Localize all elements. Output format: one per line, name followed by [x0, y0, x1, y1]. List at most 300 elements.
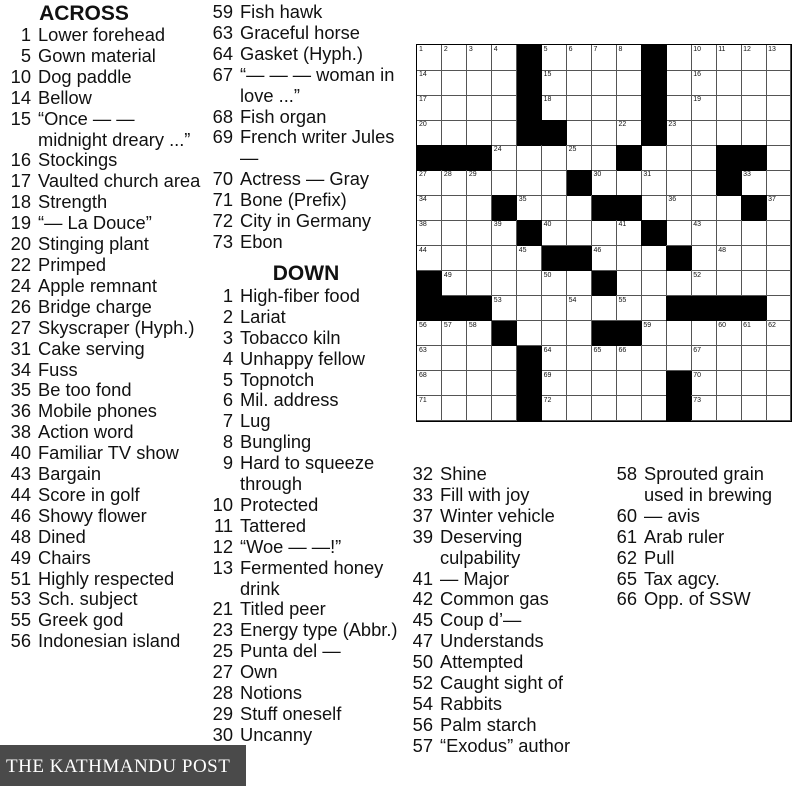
grid-cell[interactable]: [492, 170, 517, 196]
grid-black-square: [641, 45, 666, 71]
grid-black-square: [716, 145, 741, 171]
grid-cell[interactable]: [492, 371, 517, 397]
clue-item: [4, 548, 208, 569]
grid-cell[interactable]: [741, 271, 766, 297]
grid-cell[interactable]: [592, 296, 617, 322]
grid-cell[interactable]: [691, 396, 716, 422]
clue-number: 45: [412, 609, 433, 631]
grid-cell[interactable]: [517, 296, 542, 322]
grid-cell[interactable]: [492, 246, 517, 272]
clue-item: [206, 23, 404, 44]
grid-cell[interactable]: [417, 120, 442, 146]
clue-item: [4, 527, 208, 548]
grid-cell[interactable]: [567, 120, 592, 146]
grid-cell[interactable]: [616, 271, 641, 297]
grid-cell[interactable]: [492, 220, 517, 246]
grid-cell[interactable]: [467, 70, 492, 96]
grid-cell[interactable]: [641, 396, 666, 422]
grid-cell[interactable]: [666, 271, 691, 297]
clue-text: “Woe — —!”: [240, 535, 342, 557]
grid-cell[interactable]: [592, 145, 617, 171]
clue-text: Tobacco kiln: [240, 326, 341, 348]
clue-number: 14: [10, 86, 31, 108]
grid-black-square: [616, 145, 641, 171]
grid-cell[interactable]: [442, 271, 467, 297]
grid-cell-number: 16: [693, 71, 702, 79]
clue-text: Actress — Gray: [240, 168, 370, 190]
grid-cell[interactable]: [492, 120, 517, 146]
grid-cell[interactable]: [666, 95, 691, 121]
grid-cell[interactable]: [592, 246, 617, 272]
clue-number: 56: [10, 630, 31, 652]
clue-text: Lug: [240, 410, 271, 432]
across-heading: ACROSS: [39, 2, 129, 25]
grid-cell[interactable]: [517, 321, 542, 347]
grid-cell[interactable]: [567, 220, 592, 246]
grid-cell[interactable]: [766, 45, 791, 71]
grid-cell[interactable]: [741, 70, 766, 96]
clue-number: 31: [10, 337, 31, 359]
grid-cell[interactable]: [542, 95, 567, 121]
clue-number: 5: [222, 368, 233, 390]
clue-number: 52: [412, 672, 433, 694]
grid-cell[interactable]: [716, 220, 741, 246]
grid-cell-number: 10: [693, 46, 702, 53]
grid-cell[interactable]: [716, 271, 741, 297]
grid-cell[interactable]: [542, 145, 567, 171]
grid-cell[interactable]: [592, 346, 617, 372]
grid-cell[interactable]: [567, 145, 592, 171]
grid-cell-number: 28: [443, 171, 452, 179]
grid-cell[interactable]: [442, 246, 467, 272]
grid-cell[interactable]: [467, 371, 492, 397]
clue-item: [406, 485, 606, 506]
grid-cell[interactable]: [616, 396, 641, 422]
grid-cell[interactable]: [492, 45, 517, 71]
grid-cell[interactable]: [766, 321, 791, 347]
grid-cell-number: 55: [618, 296, 627, 304]
grid-black-square: [417, 271, 442, 297]
down-heading: DOWN: [272, 261, 340, 285]
grid-cell[interactable]: [517, 170, 542, 196]
clue-number: 70: [212, 168, 233, 190]
grid-cell[interactable]: [567, 45, 592, 71]
clue-text: Protected: [240, 493, 319, 515]
grid-cell[interactable]: [691, 170, 716, 196]
grid-cell[interactable]: [766, 95, 791, 121]
clue-text: Fish organ: [240, 105, 327, 127]
clue-number: 22: [10, 253, 31, 275]
grid-cell[interactable]: [542, 396, 567, 422]
clue-item: [406, 464, 606, 485]
clue-text: Titled peer: [240, 598, 326, 620]
grid-cell[interactable]: [542, 195, 567, 221]
grid-cell[interactable]: [542, 296, 567, 322]
grid-cell[interactable]: [691, 321, 716, 347]
clue-text: Primped: [38, 253, 107, 275]
grid-cell[interactable]: [442, 321, 467, 347]
grid-cell-number: 67: [693, 346, 702, 354]
grid-cell[interactable]: [417, 220, 442, 246]
grid-cell[interactable]: [666, 120, 691, 146]
grid-cell[interactable]: [641, 170, 666, 196]
grid-cell[interactable]: [691, 271, 716, 297]
clue-text: Mobile phones: [38, 400, 157, 422]
clue-number: 34: [10, 358, 31, 380]
grid-cell[interactable]: [666, 145, 691, 171]
grid-cell[interactable]: [616, 220, 641, 246]
grid-cell-number: 14: [419, 71, 427, 79]
grid-cell[interactable]: [542, 371, 567, 397]
grid-cell[interactable]: [691, 246, 716, 272]
grid-black-square: [741, 296, 766, 322]
grid-cell[interactable]: [741, 346, 766, 372]
clue-item: [206, 432, 404, 453]
grid-cell[interactable]: [567, 70, 592, 96]
grid-cell[interactable]: [542, 271, 567, 297]
grid-cell[interactable]: [467, 120, 492, 146]
grid-cell[interactable]: [492, 95, 517, 121]
grid-cell[interactable]: [542, 70, 567, 96]
clue-number: 40: [10, 442, 31, 464]
grid-cell[interactable]: [592, 396, 617, 422]
grid-black-square: [592, 271, 617, 297]
clue-number: 1: [222, 284, 233, 306]
grid-cell-number: 50: [543, 271, 552, 279]
grid-cell-number: 27: [419, 171, 427, 179]
clue-item: [610, 506, 800, 527]
clue-item: [4, 276, 208, 297]
grid-cell[interactable]: [616, 296, 641, 322]
grid-cell[interactable]: [766, 346, 791, 372]
grid-cell[interactable]: [592, 120, 617, 146]
grid-cell[interactable]: [567, 296, 592, 322]
grid-cell[interactable]: [492, 396, 517, 422]
grid-cell[interactable]: [616, 246, 641, 272]
clue-number: 9: [222, 452, 233, 474]
grid-cell[interactable]: [517, 145, 542, 171]
grid-cell[interactable]: [492, 296, 517, 322]
clue-number: 3: [222, 326, 233, 348]
clue-column-4: [610, 464, 800, 610]
grid-black-square: [716, 170, 741, 196]
grid-cell[interactable]: [517, 271, 542, 297]
grid-cell[interactable]: [442, 70, 467, 96]
clue-number: 30: [212, 723, 233, 745]
grid-cell[interactable]: [467, 396, 492, 422]
grid-cell[interactable]: [691, 145, 716, 171]
grid-cell[interactable]: [567, 195, 592, 221]
grid-cell[interactable]: [766, 145, 791, 171]
clue-item: [206, 495, 404, 516]
grid-cell-number: 43: [693, 221, 702, 229]
grid-cell[interactable]: [741, 246, 766, 272]
clue-item: [206, 307, 404, 328]
grid-cell[interactable]: [442, 170, 467, 196]
clue-item: [206, 558, 404, 600]
grid-cell[interactable]: [691, 95, 716, 121]
clue-number: 69: [212, 126, 233, 148]
grid-cell-number: 19: [693, 96, 702, 104]
grid-cell[interactable]: [517, 246, 542, 272]
grid-cell-number: 8: [618, 46, 623, 53]
grid-cell[interactable]: [766, 271, 791, 297]
grid-cell[interactable]: [766, 70, 791, 96]
grid-cell[interactable]: [492, 346, 517, 372]
clue-number: 23: [212, 619, 233, 641]
clue-number: 56: [412, 713, 433, 735]
grid-cell[interactable]: [666, 45, 691, 71]
grid-cell[interactable]: [467, 220, 492, 246]
grid-cell[interactable]: [467, 246, 492, 272]
grid-cell[interactable]: [766, 371, 791, 397]
grid-cell[interactable]: [442, 396, 467, 422]
grid-cell[interactable]: [741, 95, 766, 121]
grid-cell[interactable]: [716, 321, 741, 347]
clue-text: — Major: [440, 567, 510, 589]
clue-item: [206, 370, 404, 391]
grid-cell-number: 6: [568, 46, 573, 53]
clue-text: French writer Jules —: [240, 126, 395, 169]
grid-cell[interactable]: [417, 396, 442, 422]
grid-cell[interactable]: [592, 170, 617, 196]
grid-cell[interactable]: [417, 321, 442, 347]
grid-black-square: [716, 296, 741, 322]
grid-cell[interactable]: [716, 371, 741, 397]
clue-text: Stockings: [38, 149, 118, 171]
grid-cell[interactable]: [716, 95, 741, 121]
clue-item: [206, 453, 404, 495]
grid-cell[interactable]: [467, 346, 492, 372]
clue-item: [206, 211, 404, 232]
grid-cell[interactable]: [567, 321, 592, 347]
grid-cell[interactable]: [417, 246, 442, 272]
grid-cell[interactable]: [716, 195, 741, 221]
grid-cell[interactable]: [442, 45, 467, 71]
clue-item: [206, 127, 404, 169]
clue-item: [4, 569, 208, 590]
clue-text: “Exodus” author: [440, 734, 571, 756]
grid-cell[interactable]: [766, 246, 791, 272]
grid-cell[interactable]: [766, 170, 791, 196]
clue-number: 5: [20, 44, 31, 66]
clue-item: [4, 485, 208, 506]
grid-cell[interactable]: [567, 371, 592, 397]
grid-cell[interactable]: [741, 45, 766, 71]
clue-item: [206, 2, 404, 23]
grid-cell[interactable]: [666, 321, 691, 347]
grid-cell[interactable]: [691, 120, 716, 146]
grid-cell[interactable]: [542, 170, 567, 196]
grid-cell[interactable]: [542, 45, 567, 71]
grid-cell-number: 53: [493, 296, 502, 304]
grid-cell-number: 4: [493, 46, 498, 53]
grid-cell[interactable]: [666, 70, 691, 96]
grid-cell[interactable]: [741, 396, 766, 422]
grid-black-square: [641, 95, 666, 121]
grid-cell[interactable]: [467, 271, 492, 297]
grid-cell[interactable]: [616, 70, 641, 96]
grid-cell[interactable]: [417, 195, 442, 221]
grid-cell[interactable]: [492, 145, 517, 171]
grid-cell[interactable]: [542, 346, 567, 372]
grid-cell[interactable]: [616, 45, 641, 71]
grid-cell[interactable]: [567, 95, 592, 121]
clue-item: [4, 422, 208, 443]
grid-cell[interactable]: [641, 271, 666, 297]
grid-cell[interactable]: [666, 195, 691, 221]
grid-cell[interactable]: [567, 271, 592, 297]
grid-cell[interactable]: [641, 195, 666, 221]
grid-cell[interactable]: [691, 371, 716, 397]
grid-cell[interactable]: [492, 271, 517, 297]
grid-cell[interactable]: [691, 70, 716, 96]
grid-cell[interactable]: [417, 45, 442, 71]
grid-cell[interactable]: [542, 321, 567, 347]
grid-cell[interactable]: [766, 220, 791, 246]
clue-text: Mil. address: [240, 389, 339, 411]
grid-cell[interactable]: [467, 321, 492, 347]
grid-cell-number: 44: [419, 246, 427, 254]
grid-cell[interactable]: [442, 195, 467, 221]
clue-text: Stinging plant: [38, 233, 149, 255]
clue-number: 20: [10, 233, 31, 255]
grid-cell[interactable]: [716, 246, 741, 272]
grid-cell[interactable]: [592, 70, 617, 96]
grid-cell[interactable]: [741, 120, 766, 146]
clue-item: [406, 715, 606, 736]
grid-cell[interactable]: [616, 95, 641, 121]
grid-black-square: [542, 246, 567, 272]
grid-cell-number: 11: [718, 46, 726, 53]
grid-cell[interactable]: [567, 396, 592, 422]
grid-cell[interactable]: [442, 120, 467, 146]
grid-cell[interactable]: [467, 95, 492, 121]
grid-cell[interactable]: [691, 45, 716, 71]
grid-cell[interactable]: [592, 371, 617, 397]
grid-cell[interactable]: [517, 195, 542, 221]
grid-cell[interactable]: [417, 371, 442, 397]
clue-number: 42: [412, 588, 433, 610]
grid-cell[interactable]: [691, 195, 716, 221]
clue-item: [406, 673, 606, 694]
clue-text: Notions: [240, 682, 302, 704]
grid-cell[interactable]: [641, 321, 666, 347]
grid-cell[interactable]: [641, 346, 666, 372]
clue-item: [406, 527, 606, 569]
grid-cell-number: 12: [743, 46, 751, 53]
grid-cell[interactable]: [616, 170, 641, 196]
grid-cell[interactable]: [716, 396, 741, 422]
grid-cell[interactable]: [766, 296, 791, 322]
clue-number: 60: [616, 504, 637, 526]
clue-number: 63: [212, 21, 233, 43]
clue-text: Bargain: [38, 463, 102, 485]
clue-item: [4, 631, 208, 652]
grid-cell[interactable]: [641, 371, 666, 397]
clue-number: 27: [212, 661, 233, 683]
grid-cell[interactable]: [442, 95, 467, 121]
grid-cell[interactable]: [417, 70, 442, 96]
grid-cell[interactable]: [592, 95, 617, 121]
grid-cell[interactable]: [467, 195, 492, 221]
clue-number: 1: [20, 24, 31, 45]
grid-cell-number: 54: [568, 296, 577, 304]
grid-cell-number: 35: [518, 196, 527, 204]
clue-number: 59: [212, 1, 233, 22]
clue-column-1: [4, 2, 208, 652]
grid-cell[interactable]: [542, 220, 567, 246]
grid-cell[interactable]: [641, 145, 666, 171]
grid-cell[interactable]: [741, 170, 766, 196]
grid-cell[interactable]: [467, 45, 492, 71]
grid-cell[interactable]: [666, 170, 691, 196]
grid-cell[interactable]: [417, 170, 442, 196]
grid-cell[interactable]: [766, 120, 791, 146]
grid-cell[interactable]: [442, 220, 467, 246]
grid-cell[interactable]: [616, 120, 641, 146]
grid-cell[interactable]: [592, 220, 617, 246]
grid-cell[interactable]: [641, 296, 666, 322]
grid-black-square: [616, 195, 641, 221]
grid-cell[interactable]: [666, 346, 691, 372]
clue-item: [206, 190, 404, 211]
grid-cell[interactable]: [741, 371, 766, 397]
grid-cell[interactable]: [666, 220, 691, 246]
clue-number: 12: [212, 535, 233, 557]
grid-cell[interactable]: [492, 70, 517, 96]
grid-cell[interactable]: [716, 70, 741, 96]
grid-cell-number: 22: [618, 121, 627, 129]
clue-item: [4, 360, 208, 381]
grid-cell[interactable]: [716, 120, 741, 146]
grid-cell[interactable]: [616, 346, 641, 372]
grid-cell-number: 23: [668, 121, 677, 129]
clue-text: Own: [240, 661, 278, 683]
clue-item: [4, 443, 208, 464]
grid-cell[interactable]: [442, 346, 467, 372]
grid-cell[interactable]: [691, 346, 716, 372]
grid-black-square: [517, 45, 542, 71]
grid-cell[interactable]: [467, 170, 492, 196]
grid-cell[interactable]: [442, 371, 467, 397]
grid-cell[interactable]: [567, 346, 592, 372]
clue-number: 66: [616, 588, 637, 610]
grid-cell[interactable]: [766, 195, 791, 221]
clue-item: [406, 631, 606, 652]
grid-cell[interactable]: [741, 220, 766, 246]
grid-cell[interactable]: [716, 45, 741, 71]
clue-text: Strength: [38, 191, 108, 213]
grid-cell[interactable]: [766, 396, 791, 422]
grid-cell[interactable]: [592, 45, 617, 71]
clue-number: 32: [412, 463, 433, 484]
grid-cell[interactable]: [716, 346, 741, 372]
grid-cell-number: 1: [419, 46, 423, 53]
grid-black-square: [492, 195, 517, 221]
grid-cell-number: 37: [768, 196, 776, 204]
grid-cell[interactable]: [417, 346, 442, 372]
grid-black-square: [417, 296, 442, 322]
grid-cell[interactable]: [417, 95, 442, 121]
clue-number: 37: [412, 504, 433, 526]
grid-cell[interactable]: [741, 321, 766, 347]
clue-text: Sch. subject: [38, 588, 138, 610]
grid-cell[interactable]: [691, 220, 716, 246]
grid-cell-number: 58: [468, 321, 477, 329]
grid-cell[interactable]: [616, 371, 641, 397]
grid-cell[interactable]: [641, 246, 666, 272]
